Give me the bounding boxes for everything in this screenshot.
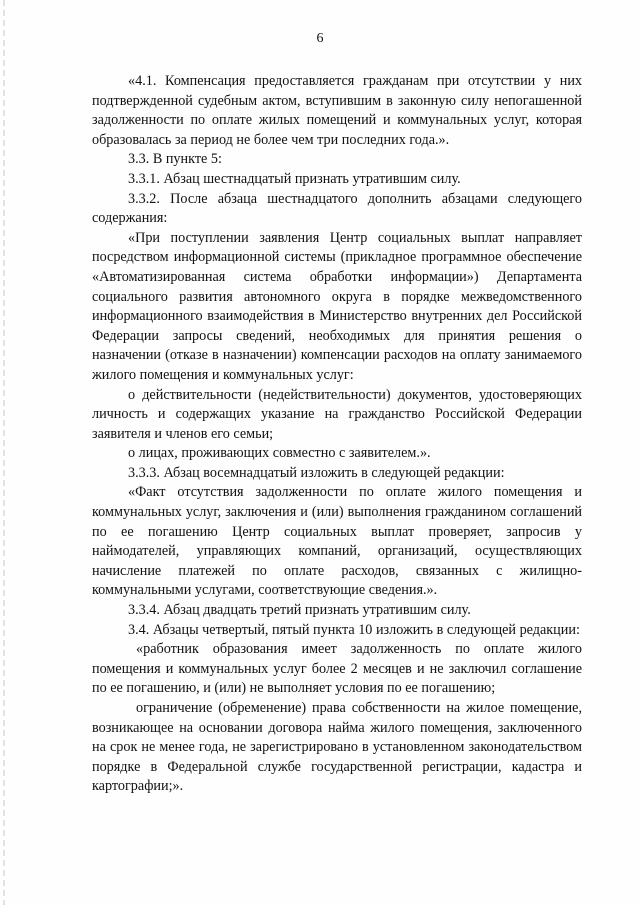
document-body — [92, 72, 582, 797]
paragraph-3-3-1: 3.3.1. Абзац шестнадцатый признать утратившим силу. — [128, 170, 461, 187]
paragraph-inserted-item-documents: о действительности (недействительности) документов, удостоверяющих личность и содержащих указание на гражданство Российской Федерации заявителя и членов его семьи; — [92, 386, 582, 442]
paragraph-4-1-quote: «4.1. Компенсация предоставляется гражданам при отсутствии у них подтвержденной судебным актом, вступившим в законную силу непогашенной задолженности по оплате жилых помещений и коммунальных услуг, которая образовалась за период не более чем три последних года.». — [92, 73, 582, 148]
scan-edge-artifact — [3, 0, 5, 905]
paragraph-new-fifth: ограничение (обременение) права собственности на жилое помещение, возникающее на основании договора найма жилого помещения, заключенного на срок не менее года, не зарегистрировано в установленном законодательством порядке в Федеральной службе государственной регистрации, кадастра и картографии;». — [92, 700, 582, 795]
paragraph-inserted-item-cohabitants: о лицах, проживающих совместно с заявителем.». — [128, 445, 431, 462]
paragraph-new-fourth: «работник образования имеет задолженность по оплате жилого помещения и коммунальных услуг более 2 месяцев и не заключил соглашение по ее погашению, и (или) не выполняет условия по ее погашению; — [92, 641, 582, 697]
paragraph-inserted-intro: «При поступлении заявления Центр социальных выплат направляет посредством информационной системы (прикладное программное обеспечение «Автоматизированная система обработки информации») Департамента социального развития автономного округа в порядке межведомственного информационного взаимодействия в Министерство внутренних дел Российской Федерации запросы сведений, необходимых для принятия решения о назначении (отказе в назначении) компенсации расходов на оплату занимаемого жилого помещения и коммунальных услуг: — [92, 229, 582, 383]
paragraph-3-3-2: 3.3.2. После абзаца шестнадцатого дополнить абзацами следующего содержания: — [92, 190, 582, 227]
paragraph-new-eighteenth: «Факт отсутствия задолженности по оплате жилого помещения и коммунальных услуг, заключения и (или) выполнения гражданином соглашений по ее погашению Центр социальных выплат проверяет, запросив у наймодателей, управляющих компаний, организаций, осуществляющих начисление платежей по оплате расходов, связанных с жилищно-коммунальными услугами, соответствующие сведения.». — [92, 484, 582, 599]
paragraph-3-3: 3.3. В пункте 5: — [128, 151, 222, 168]
paragraph-3-3-4: 3.3.4. Абзац двадцать третий признать утратившим силу. — [128, 602, 471, 619]
paragraph-3-4: 3.4. Абзацы четвертый, пятый пункта 10 изложить в следующей редакции: — [128, 621, 580, 638]
paragraph-3-3-3: 3.3.3. Абзац восемнадцатый изложить в следующей редакции: — [128, 464, 505, 481]
page-number: 6 — [316, 31, 324, 46]
